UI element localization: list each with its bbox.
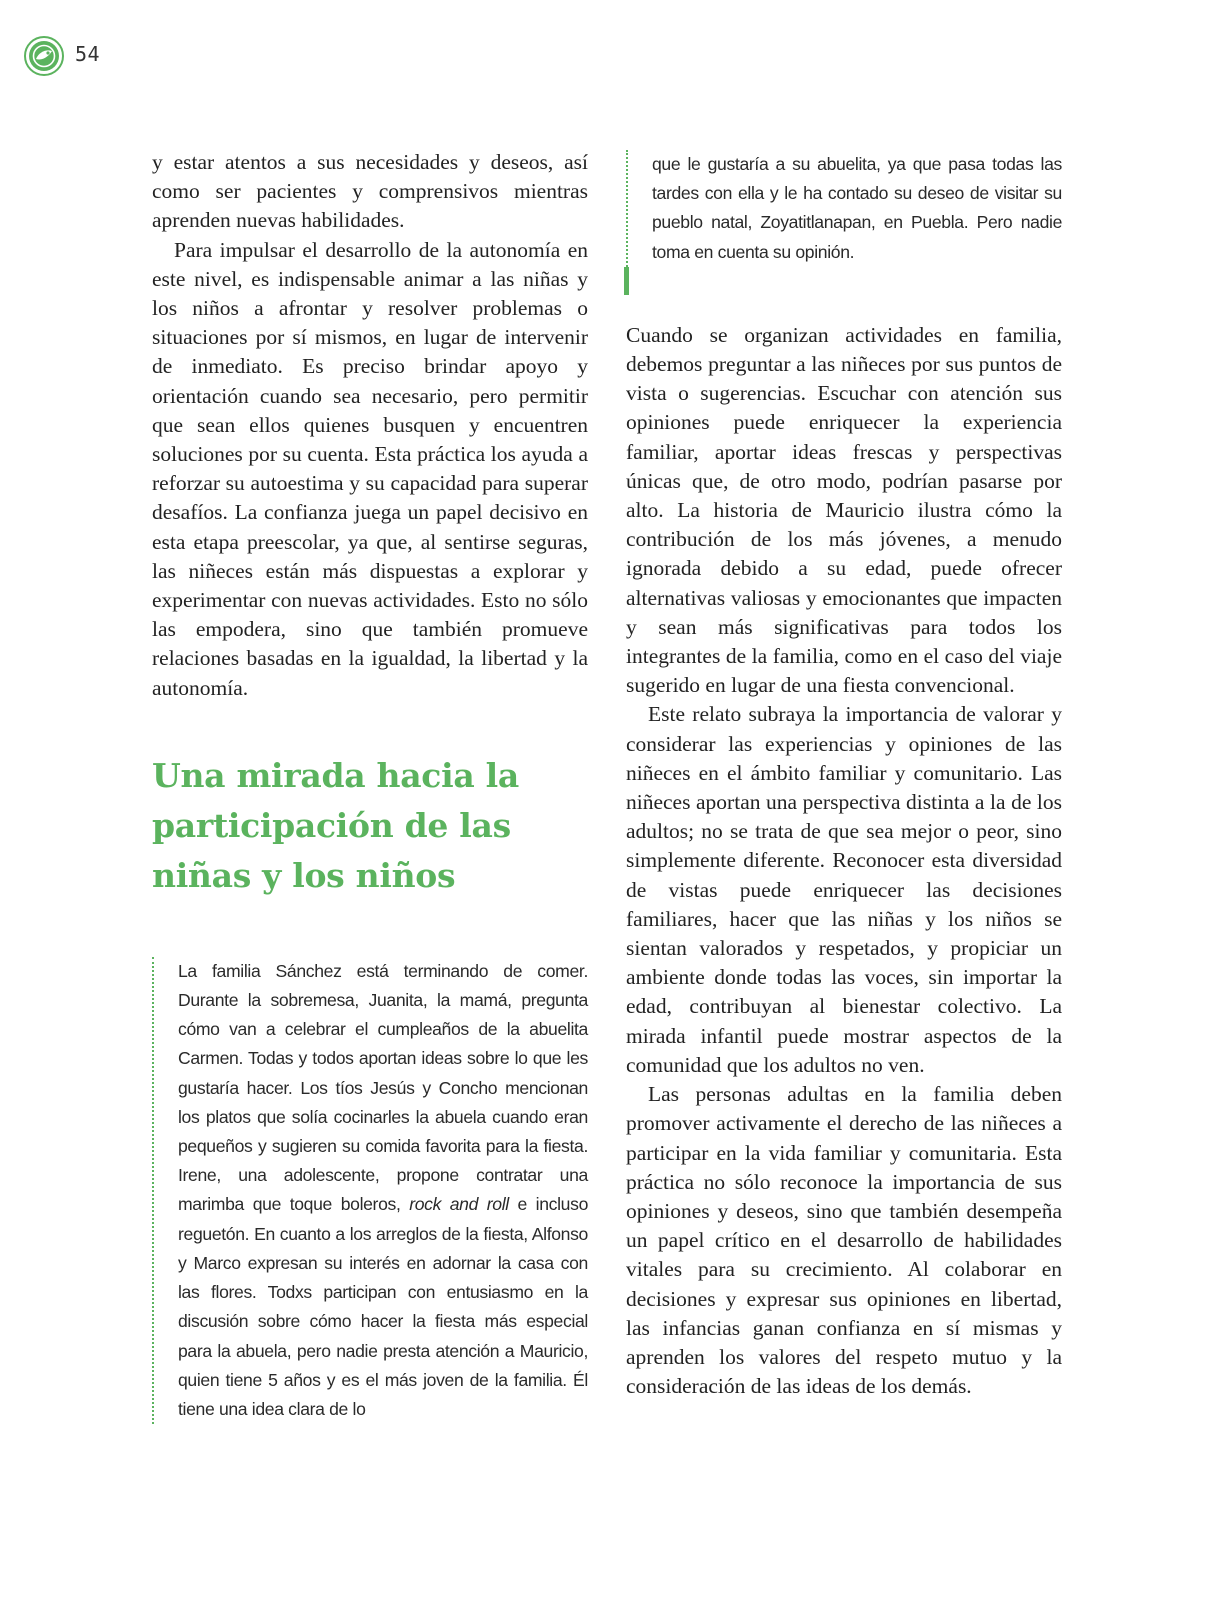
story-text-part2: e incluso reguetón. En cuanto a los arreglos de la fiesta, Alfonso y Marco expresan su interés en adornar la casa con las flores. Todxs participan con entusiasmo en la discusión sobre cómo hacer la fiesta más especial para la abuela, pero nadie presta atención a Mauricio, quien tiene 5 años y es el más joven de la familia. Él tiene una idea clara de lo xyxy=(178,1194,588,1419)
intro-paragraph: y estar atentos a sus necesidades y deseos, así como ser pacientes y comprensivos mientras aprenden nuevas habilidades. xyxy=(152,150,588,233)
story-text-part1: La familia Sánchez está terminando de comer. Durante la sobremesa, Juanita, la mamá, pregunta cómo van a celebrar el cumpleaños de la abuelita Carmen. Todas y todos aportan ideas sobre lo que les gustaría hacer. Los tíos Jesús y Concho mencionan los platos que solía cocinarles la abuela cuando eran pequeños y sugieren su comida favorita para la fiesta. Irene, una adolescente, propone contratar una marimba que toque boleros, xyxy=(178,960,588,1215)
left-column xyxy=(152,148,588,1424)
story-importance-paragraph: Este relato subraya la importancia de valorar y considerar las experiencias y opiniones de las niñeces en el ámbito familiar y comunitario. Las niñeces aportan una perspectiva distinta a la de los adultos; no se trata de que sea mejor o peor, sino simplemente diferente. Reconocer esta diversidad de vistas puede enriquecer las decisiones familiares, hacer que las niñas y los niños se sientan valorados y respetados, y propiciar un ambiente donde todas las voces, sin importar la edad, contribuyan al bienestar colectivo. La mirada infantil puede mostrar aspectos de la comunidad que los adultos no ven. xyxy=(626,702,1062,1077)
story-continued-text: que le gustaría a su abuelita, ya que pasa todas las tardes con ella y le ha contado su deseo de visitar su pueblo natal, Zoyatitlanapan, en Puebla. Pero nadie toma en cuenta su opinión. xyxy=(652,154,1062,262)
right-column xyxy=(626,150,1062,1401)
section-heading: Una mirada hacia la participación de las niñas y los niños xyxy=(152,755,519,895)
story-box xyxy=(152,957,588,1424)
story-text xyxy=(178,957,588,1424)
autonomy-paragraph: Para impulsar el desarrollo de la autonomía en este nivel, es indispensable animar a las niñas y los niños a afrontar y resolver problemas o situaciones por sí mismos, en lugar de intervenir de inmediato. Es preciso brindar apoyo y orientación cuando sea necesario, pero permitir que sean ellos quienes busquen y encuentren soluciones por su cuenta. Esta práctica los ayuda a reforzar su autoestima y su capacidad para superar desafíos. La confianza juega un papel decisivo en esta etapa preescolar, ya que, al sentirse seguras, las niñeces están más dispuestas a explorar y experimentar con nuevas actividades. Esto no sólo las empodera, sino que también promueve relaciones basadas en la igualdad, la libertad y la autonomía. xyxy=(152,237,588,700)
right-body xyxy=(626,321,1062,1402)
story-end-bar xyxy=(624,267,629,295)
family-activities-paragraph: Cuando se organizan actividades en familia, debemos preguntar a las niñeces por sus puntos de vista o sugerencias. Escuchar con atención sus opiniones puede enriquecer la experiencia familiar, aportar ideas frescas y perspectivas únicas que, de otro modo, podrían pasarse por alto. La historia de Mauricio ilustra cómo la contribución de los más jóvenes, a menudo ignorada debido a su edad, puede ofrecer alternativas valiosas y emocionantes que impacten y sean más significativas para todos los integrantes de la familia, como en el caso del viaje sugerido en lugar de una fiesta convencional. xyxy=(626,322,1062,698)
adults-role-paragraph: Las personas adultas en la familia deben promover activamente el derecho de las niñeces a participar en la vida familiar y comunitaria. Esta práctica no sólo reconoce la importancia de sus opiniones y deseos, sino que también desempeña un papel crítico en el desarrollo de habilidades vitales para su crecimiento. Al colaborar en decisiones y expresar sus opiniones en libertad, las infancias ganan confianza en sí mismas y aprenden los valores del respeto mutuo y la consideración de las ideas de los demás. xyxy=(626,1082,1062,1399)
page-number: 54 xyxy=(75,42,101,66)
story-text-italic: rock and roll xyxy=(409,1194,509,1215)
story-box-continued xyxy=(626,150,1062,295)
chapter-logo-icon xyxy=(24,36,64,76)
